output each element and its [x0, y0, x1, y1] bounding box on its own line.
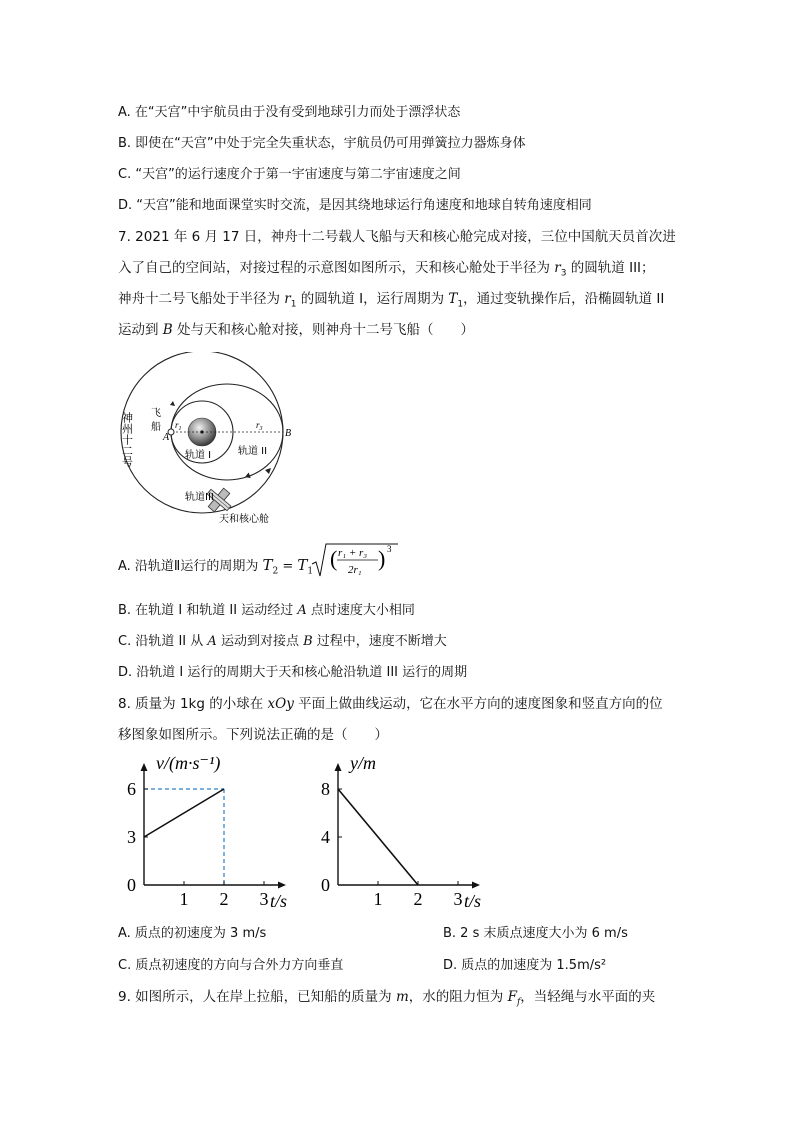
x-axis-label: t/s — [464, 891, 482, 911]
x-tick-label: 1 — [179, 889, 189, 909]
velocity-time-chart — [118, 755, 298, 915]
q8-stem-line-1: 8. 质量为 1kg 的小球在 xOy 平面上做曲线运动，它在水平方向的速度图象和竖直方向的位 — [118, 696, 663, 712]
formula-denominator: 2r₁ — [348, 564, 362, 576]
y-tick-label: 4 — [321, 827, 330, 847]
y-tick-label: 6 — [127, 779, 136, 799]
orbit-diagram — [115, 352, 305, 530]
label-orbit-1: 轨道 I — [185, 450, 212, 461]
x-axis-label: t/s — [270, 891, 288, 911]
q8-stem-line-2: 移图象如图所示。下列说法正确的是（ ） — [118, 727, 388, 743]
label-r1: $r_1$ — [175, 420, 182, 432]
label-orbit-2: 轨道 II — [238, 446, 268, 457]
data-line — [338, 789, 418, 885]
x-tick-label: 1 — [373, 889, 383, 909]
label-r3: $r_3$ — [256, 420, 263, 432]
q6-option-b: B. 即使在“天宫”中处于完全失重状态，宇航员仍可用弹簧拉力器炼身体 — [118, 136, 526, 151]
q6-option-a: A. 在“天宫”中宇航员由于没有受到地球引力而处于漂浮状态 — [118, 105, 461, 120]
q8-option-c: C. 质点初速度的方向与合外力方向垂直 — [118, 958, 344, 973]
y-axis-label: y/m — [350, 755, 376, 773]
y-axis-arrow — [335, 763, 342, 771]
formula-numerator: r₁ + r₃ — [338, 547, 368, 559]
x-axis-arrow — [278, 882, 286, 889]
label-fei: 飞 — [151, 408, 161, 419]
y-tick-label: 8 — [321, 779, 330, 799]
q8-option-a: A. 质点的初速度为 3 m/s — [118, 926, 267, 941]
y-axis-arrow — [141, 763, 148, 771]
q6-option-c: C. “天宫”的运行速度介于第一宇宙速度与第二宇宙速度之间 — [118, 167, 461, 182]
x-axis-arrow — [472, 882, 480, 889]
x-tick-label: 3 — [453, 889, 463, 909]
svg-text:): ) — [378, 546, 386, 571]
q8-option-d: D. 质点的加速度为 1.5m/s² — [443, 958, 607, 973]
q7-stem-line-1: 7. 2021 年 6 月 17 日，神舟十二号载人飞船与天和核心舱完成对接，三位中国航天员首次进 — [118, 229, 676, 245]
label-b: B — [285, 428, 292, 439]
y-axis-label: v/(m·s⁻¹) — [156, 755, 221, 773]
y-tick-label: 3 — [127, 827, 136, 847]
y-tick-label: 0 — [321, 875, 330, 895]
svg-text:(: ( — [330, 546, 338, 571]
q7-option-a-formula — [310, 540, 400, 580]
q8-option-b: B. 2 s 末质点速度大小为 6 m/s — [443, 926, 628, 941]
x-tick-label: 2 — [413, 889, 423, 909]
q7-stem-line-3: 神舟十二号飞船处于半径为 $r_1$ 的圆轨道 I，运行周期为 $T_1$，通过变轨操作后，沿椭圆轨道 II — [118, 291, 665, 310]
displacement-time-chart — [312, 755, 492, 915]
x-tick-label: 3 — [259, 889, 269, 909]
q7-stem-line-2: 入了自己的空间站，对接过程的示意图如图所示，天和核心舱处于半径为 $r_3$ 的圆轨道 III； — [118, 260, 655, 279]
y-tick-label: 0 — [127, 875, 136, 895]
q7-stem-line-4: 运动到 B 处与天和核心舱对接，则神舟十二号飞船（ ） — [118, 322, 475, 338]
label-orbit-3: 轨道III — [185, 492, 214, 503]
label-a: A — [163, 432, 170, 443]
data-line — [144, 789, 224, 837]
label-station: 天和核心舱 — [219, 514, 269, 525]
q7-option-b: B. 在轨道 I 和轨道 II 运动经过 A 点时速度大小相同 — [118, 603, 415, 618]
q7-option-c: C. 沿轨道 II 从 A 运动到对接点 B 过程中，速度不断增大 — [118, 634, 447, 649]
label-ship-vertical: 神州十二号 — [120, 412, 134, 467]
x-tick-label: 2 — [219, 889, 229, 909]
q7-option-d: D. 沿轨道 I 运行的周期大于天和核心舱沿轨道 III 运行的周期 — [118, 665, 468, 680]
q7-option-a: A. 沿轨道Ⅱ运行的周期为 $T_2 = T_1$ — [118, 556, 314, 577]
formula-exponent: 3 — [387, 544, 392, 554]
q9-stem-line-1: 9. 如图所示，人在岸上拉船，已知船的质量为 m，水的阻力恒为 $F_f$，当轻绳与水平面的夹 — [118, 989, 656, 1008]
q6-option-d: D. “天宫”能和地面课堂实时交流，是因其绕地球运行角速度和地球自转角速度相同 — [118, 198, 592, 213]
label-chuan: 船 — [151, 422, 161, 433]
